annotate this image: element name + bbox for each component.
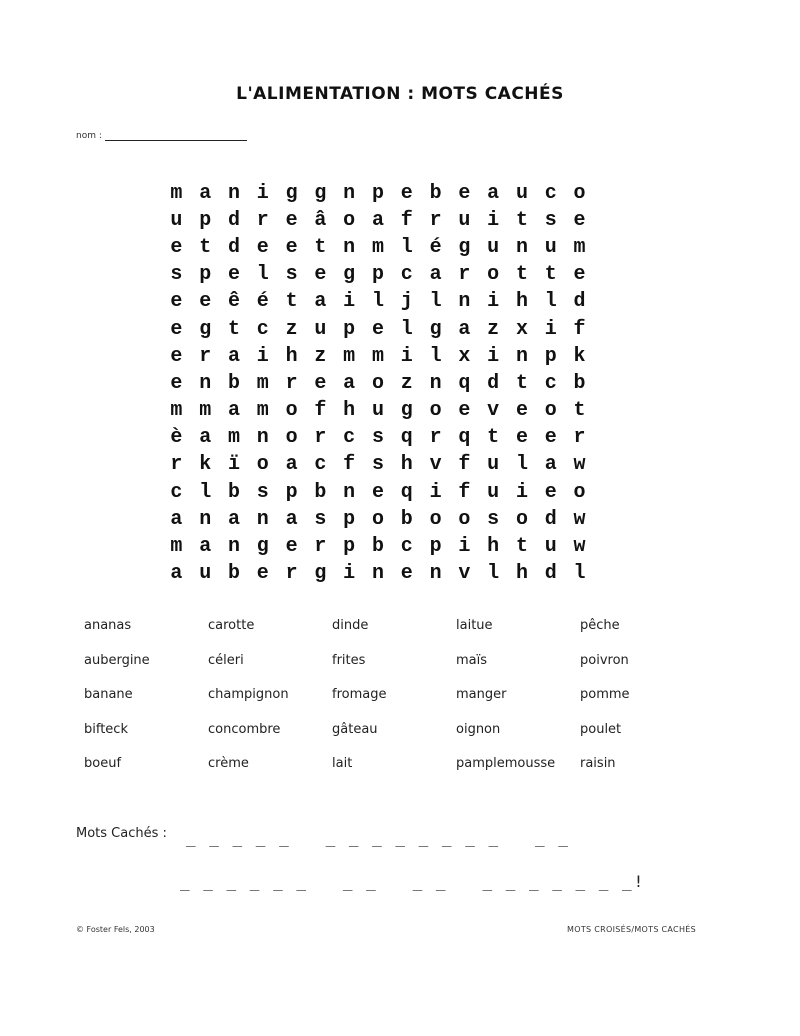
grid-letter: ï <box>227 453 240 477</box>
grid-letter: s <box>256 480 269 504</box>
grid-letter: e <box>371 480 384 504</box>
grid-letter: o <box>429 399 442 423</box>
grid-letter: u <box>487 480 500 504</box>
grid-letter: n <box>458 290 471 314</box>
grid-letter: r <box>429 426 442 450</box>
grid-letter: t <box>515 263 528 287</box>
grid-letter: q <box>400 480 413 504</box>
mots-caches-label: Mots Cachés : <box>76 826 167 841</box>
grid-letter: h <box>487 535 500 559</box>
grid-letter: e <box>256 235 269 259</box>
grid-letter: e <box>458 399 471 423</box>
word-list-item: carotte <box>208 618 255 633</box>
grid-letter: f <box>343 453 356 477</box>
grid-letter: a <box>487 181 500 205</box>
grid-letter: g <box>314 181 327 205</box>
grid-letter: h <box>285 344 298 368</box>
grid-letter: b <box>573 371 586 395</box>
grid-row <box>162 316 602 343</box>
grid-letter: u <box>487 235 500 259</box>
grid-letter: d <box>227 235 240 259</box>
grid-letter: e <box>170 317 183 341</box>
grid-letter: b <box>371 535 384 559</box>
grid-letter: n <box>343 235 356 259</box>
word-list-item: oignon <box>456 721 501 737</box>
section-footer: MOTS CROISÉS/MOTS CACHÉS <box>567 925 696 934</box>
grid-letter: x <box>458 344 471 368</box>
grid-letter: t <box>544 263 557 287</box>
grid-letter: x <box>515 317 528 341</box>
grid-letter: w <box>573 507 586 531</box>
grid-letter: e <box>285 235 298 259</box>
grid-letter: a <box>170 507 183 531</box>
grid-row <box>162 343 602 370</box>
grid-letter: n <box>199 371 212 395</box>
word-list <box>84 618 704 791</box>
grid-row <box>162 506 602 533</box>
grid-letter: r <box>199 344 212 368</box>
grid-letter: l <box>544 290 557 314</box>
grid-letter: a <box>544 453 557 477</box>
grid-letter: s <box>314 507 327 531</box>
grid-letter: e <box>170 235 183 259</box>
grid-letter: a <box>343 371 356 395</box>
grid-letter: p <box>285 480 298 504</box>
grid-letter: i <box>343 290 356 314</box>
word-list-item: lait <box>332 756 353 771</box>
grid-letter: n <box>515 344 528 368</box>
grid-letter: l <box>515 453 528 477</box>
grid-letter: p <box>343 535 356 559</box>
word-list-item: maïs <box>456 652 488 668</box>
grid-letter: v <box>487 399 500 423</box>
grid-letter: é <box>256 290 269 314</box>
grid-letter: m <box>343 344 356 368</box>
grid-letter: m <box>371 235 384 259</box>
grid-letter: e <box>544 480 557 504</box>
grid-row <box>162 180 602 207</box>
word-list-item: aubergine <box>84 652 150 668</box>
grid-letter: l <box>256 263 269 287</box>
word-list-item: manger <box>456 687 507 702</box>
grid-letter: l <box>199 480 212 504</box>
grid-letter: t <box>573 399 586 423</box>
grid-letter: c <box>544 371 557 395</box>
word-list-item: concombre <box>208 721 281 737</box>
grid-letter: m <box>573 235 586 259</box>
grid-letter: e <box>199 290 212 314</box>
grid-letter: n <box>343 181 356 205</box>
grid-letter: a <box>170 562 183 586</box>
grid-letter: n <box>429 371 442 395</box>
grid-letter: e <box>170 344 183 368</box>
grid-letter: f <box>400 208 413 232</box>
grid-letter: r <box>285 371 298 395</box>
grid-letter: m <box>371 344 384 368</box>
grid-row <box>162 398 602 425</box>
grid-letter: z <box>400 371 413 395</box>
grid-letter: r <box>314 426 327 450</box>
grid-letter: i <box>256 344 269 368</box>
word-list-item: boeuf <box>84 756 122 771</box>
grid-letter: p <box>371 181 384 205</box>
grid-letter: e <box>400 562 413 586</box>
word-list-item: champignon <box>208 687 289 702</box>
page-title: L'ALIMENTATION : MOTS CACHÉS <box>236 84 564 104</box>
word-list-item: ananas <box>84 618 132 633</box>
grid-letter: r <box>285 562 298 586</box>
grid-letter: d <box>227 208 240 232</box>
grid-letter: e <box>400 181 413 205</box>
grid-letter: z <box>487 317 500 341</box>
word-list-item: dinde <box>332 618 369 633</box>
grid-letter: o <box>371 507 384 531</box>
word-list-item: gâteau <box>332 721 378 737</box>
grid-letter: b <box>227 480 240 504</box>
grid-letter: b <box>400 507 413 531</box>
grid-letter: u <box>371 399 384 423</box>
grid-letter: n <box>256 426 269 450</box>
grid-letter: c <box>256 317 269 341</box>
word-list-item: céleri <box>208 652 244 668</box>
grid-letter: i <box>515 480 528 504</box>
grid-letter: o <box>487 263 500 287</box>
grid-letter: a <box>371 208 384 232</box>
grid-letter: p <box>544 344 557 368</box>
grid-letter: b <box>314 480 327 504</box>
grid-letter: t <box>227 317 240 341</box>
grid-letter: n <box>343 480 356 504</box>
grid-letter: r <box>170 453 183 477</box>
grid-letter: v <box>429 453 442 477</box>
grid-letter: c <box>544 181 557 205</box>
grid-letter: n <box>227 181 240 205</box>
grid-letter: a <box>199 181 212 205</box>
grid-letter: c <box>400 535 413 559</box>
grid-letter: n <box>227 535 240 559</box>
grid-letter: l <box>371 290 384 314</box>
grid-letter: z <box>314 344 327 368</box>
grid-letter: a <box>227 344 240 368</box>
grid-letter: â <box>314 208 327 232</box>
grid-letter: s <box>487 507 500 531</box>
grid-letter: i <box>343 562 356 586</box>
word-list-item: frites <box>332 652 366 668</box>
grid-letter: i <box>256 181 269 205</box>
grid-letter: m <box>170 399 183 423</box>
grid-letter: s <box>371 426 384 450</box>
grid-letter: g <box>199 317 212 341</box>
grid-letter: n <box>371 562 384 586</box>
name-field <box>76 130 247 141</box>
word-list-item: raisin <box>580 756 616 771</box>
grid-letter: p <box>429 535 442 559</box>
grid-letter: g <box>429 317 442 341</box>
grid-row <box>162 234 602 261</box>
grid-row <box>162 533 602 560</box>
grid-letter: g <box>256 535 269 559</box>
grid-letter: ê <box>227 290 240 314</box>
grid-letter: r <box>314 535 327 559</box>
grid-letter: c <box>400 263 413 287</box>
word-list-item: bifteck <box>84 721 128 737</box>
grid-row <box>162 479 602 506</box>
grid-letter: n <box>515 235 528 259</box>
grid-letter: m <box>170 181 183 205</box>
grid-letter: o <box>458 507 471 531</box>
grid-letter: l <box>429 344 442 368</box>
grid-letter: è <box>170 426 183 450</box>
grid-letter: a <box>199 426 212 450</box>
word-list-item: pêche <box>580 618 620 633</box>
grid-letter: j <box>400 290 413 314</box>
grid-letter: i <box>487 208 500 232</box>
grid-letter: o <box>256 453 269 477</box>
grid-letter: a <box>227 507 240 531</box>
grid-letter: a <box>285 453 298 477</box>
grid-letter: u <box>487 453 500 477</box>
grid-letter: u <box>544 535 557 559</box>
grid-letter: e <box>256 562 269 586</box>
grid-letter: s <box>544 208 557 232</box>
name-line <box>105 130 247 141</box>
grid-letter: r <box>429 208 442 232</box>
grid-letter: l <box>400 317 413 341</box>
grid-letter: d <box>573 290 586 314</box>
grid-letter: f <box>573 317 586 341</box>
grid-letter: i <box>487 290 500 314</box>
grid-letter: n <box>256 507 269 531</box>
grid-letter: w <box>573 453 586 477</box>
grid-letter: v <box>458 562 471 586</box>
grid-letter: r <box>573 426 586 450</box>
grid-letter: p <box>343 507 356 531</box>
grid-letter: i <box>487 344 500 368</box>
grid-row <box>162 425 602 452</box>
grid-letter: t <box>487 426 500 450</box>
grid-letter: t <box>515 371 528 395</box>
grid-letter: o <box>573 480 586 504</box>
grid-letter: u <box>458 208 471 232</box>
word-list-item: laitue <box>456 618 493 633</box>
grid-letter: m <box>199 399 212 423</box>
grid-letter: c <box>343 426 356 450</box>
grid-letter: e <box>170 290 183 314</box>
grid-letter: h <box>515 562 528 586</box>
word-list-item: poulet <box>580 721 622 737</box>
grid-letter: e <box>515 426 528 450</box>
grid-letter: p <box>199 263 212 287</box>
grid-letter: g <box>343 263 356 287</box>
grid-letter: o <box>544 399 557 423</box>
grid-row <box>162 452 602 479</box>
grid-letter: e <box>573 208 586 232</box>
grid-letter: m <box>256 371 269 395</box>
grid-letter: u <box>314 317 327 341</box>
grid-letter: l <box>429 290 442 314</box>
grid-letter: e <box>515 399 528 423</box>
grid-letter: é <box>429 235 442 259</box>
grid-letter: a <box>314 290 327 314</box>
grid-letter: q <box>400 426 413 450</box>
word-list-item: pamplemousse <box>456 756 556 771</box>
grid-letter: f <box>458 480 471 504</box>
grid-letter: q <box>458 371 471 395</box>
word-list-item: poivron <box>580 652 629 668</box>
grid-letter: n <box>429 562 442 586</box>
grid-letter: i <box>400 344 413 368</box>
copyright-footer: © Foster Fels, 2003 <box>76 925 155 934</box>
grid-letter: e <box>371 317 384 341</box>
grid-letter: e <box>227 263 240 287</box>
grid-letter: d <box>544 507 557 531</box>
grid-letter: o <box>515 507 528 531</box>
grid-letter: o <box>371 371 384 395</box>
grid-letter: l <box>487 562 500 586</box>
grid-letter: s <box>371 453 384 477</box>
grid-letter: t <box>515 208 528 232</box>
grid-letter: b <box>227 371 240 395</box>
grid-letter: i <box>544 317 557 341</box>
grid-letter: t <box>199 235 212 259</box>
grid-letter: d <box>487 371 500 395</box>
grid-letter: e <box>458 181 471 205</box>
grid-letter: u <box>170 208 183 232</box>
grid-letter: d <box>544 562 557 586</box>
grid-letter: c <box>314 453 327 477</box>
grid-letter: w <box>573 535 586 559</box>
grid-letter: r <box>256 208 269 232</box>
grid-letter: e <box>285 208 298 232</box>
grid-letter: u <box>515 181 528 205</box>
grid-letter: c <box>170 480 183 504</box>
grid-row <box>162 370 602 397</box>
grid-letter: l <box>573 562 586 586</box>
grid-letter: o <box>343 208 356 232</box>
grid-row <box>162 561 602 588</box>
grid-letter: g <box>458 235 471 259</box>
name-label: nom : <box>76 131 102 141</box>
grid-letter: e <box>573 263 586 287</box>
grid-letter: r <box>458 263 471 287</box>
grid-letter: i <box>429 480 442 504</box>
grid-letter: p <box>199 208 212 232</box>
grid-row <box>162 262 602 289</box>
grid-letter: s <box>170 263 183 287</box>
grid-letter: a <box>429 263 442 287</box>
grid-letter: k <box>573 344 586 368</box>
grid-letter: m <box>170 535 183 559</box>
grid-letter: e <box>314 371 327 395</box>
grid-letter: l <box>400 235 413 259</box>
grid-row <box>162 289 602 316</box>
grid-letter: n <box>199 507 212 531</box>
grid-letter: p <box>343 317 356 341</box>
grid-letter: f <box>458 453 471 477</box>
grid-letter: e <box>285 535 298 559</box>
word-list-item: fromage <box>332 687 387 702</box>
word-search-grid <box>162 180 602 588</box>
grid-letter: a <box>227 399 240 423</box>
grid-letter: h <box>400 453 413 477</box>
grid-letter: a <box>458 317 471 341</box>
grid-letter: e <box>170 371 183 395</box>
grid-letter: s <box>285 263 298 287</box>
grid-letter: a <box>199 535 212 559</box>
answer-blanks-line-2: _ _ _ _ _ _ _ _ _ _ _ _ _ _ _ _ _! <box>180 872 646 891</box>
grid-letter: g <box>285 181 298 205</box>
grid-letter: m <box>227 426 240 450</box>
grid-letter: g <box>400 399 413 423</box>
word-list-item: pomme <box>580 687 630 702</box>
grid-letter: q <box>458 426 471 450</box>
grid-letter: p <box>371 263 384 287</box>
grid-letter: i <box>458 535 471 559</box>
grid-letter: h <box>343 399 356 423</box>
grid-letter: o <box>285 399 298 423</box>
grid-letter: u <box>544 235 557 259</box>
word-list-item: banane <box>84 687 133 702</box>
grid-letter: u <box>199 562 212 586</box>
grid-letter: m <box>256 399 269 423</box>
grid-row <box>162 207 602 234</box>
grid-letter: k <box>199 453 212 477</box>
grid-letter: o <box>285 426 298 450</box>
grid-letter: a <box>285 507 298 531</box>
grid-letter: t <box>285 290 298 314</box>
grid-letter: t <box>515 535 528 559</box>
grid-letter: t <box>314 235 327 259</box>
grid-letter: g <box>314 562 327 586</box>
grid-letter: o <box>573 181 586 205</box>
grid-letter: f <box>314 399 327 423</box>
grid-letter: z <box>285 317 298 341</box>
grid-letter: o <box>429 507 442 531</box>
grid-letter: b <box>227 562 240 586</box>
grid-letter: b <box>429 181 442 205</box>
word-list-item: crème <box>208 756 249 771</box>
grid-letter: h <box>515 290 528 314</box>
answer-blanks-line-1: _ _ _ _ _ _ _ _ _ _ _ _ _ _ _ <box>186 828 570 847</box>
grid-letter: e <box>544 426 557 450</box>
grid-letter: e <box>314 263 327 287</box>
